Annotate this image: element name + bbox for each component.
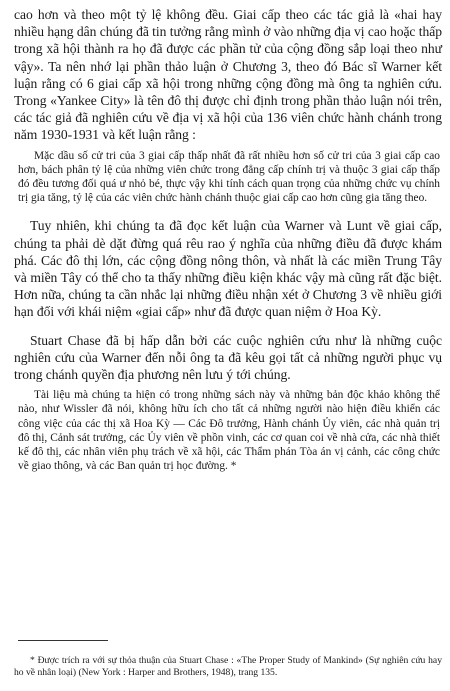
block-quote-1: Mặc dầu số cử tri của 3 giai cấp thấp nhất đã rất nhiều hơn số cử tri của 3 giai cấp cao hơn, bách phân tỷ lệ của những viên chức trong đẳng cấp chính trị và thuộc 3 giai cấp thấp đó đều tương đối quá ư nhỏ bé, thực vậy khi tính cách quan trọng của những chức vụ chính trị gia tăng, tỷ lệ của các viên chức hành chánh thuộc giai cấp cao hơn cũng gia tăng theo. (18, 149, 440, 205)
body-paragraph-3: Stuart Chase đã bị hấp dẫn bởi các cuộc nghiên cứu như là những cuộc nghiên cứu của Warner đến nỗi ông ta đã kêu gọi tất cả những người phục vụ trong chánh quyền địa phương nên lưu ý tới chúng. (14, 332, 442, 383)
footnote: * Được trích ra với sự thỏa thuận của Stuart Chase : «The Proper Study of Mankind» (Sự nghiên cứu hay ho về nhân loại) (New York : Harper and Brothers, 1948), trang 135. (14, 654, 442, 678)
document-page (14, 6, 442, 686)
footnote-divider (18, 640, 108, 641)
block-quote-2: Tài liệu mà chúng ta hiện có trong những sách này và những bản độc khảo không thể nào, như Wissler đã nói, không hữu ích cho tất cả những người nào hiện điều khiển các công việc của các thị xã Hoa Kỳ — Các Đô trưởng, Hành chánh Ủy viên, các nhà quản trị đô thị, Cảnh sát trưởng, các Ủy viên về phồn vinh, các cơ quan coi về nhà cửa, các nhà thiết kế đô thị, các nhân viên phụ trách về xã hội, các Thẩm phán Tòa án vị cảnh, các công chức về giao thông, và các Ban quản trị học đường. * (18, 389, 440, 473)
body-paragraph-1: cao hơn và theo một tỷ lệ không đều. Giai cấp theo các tác giả là «hai hay nhiều hạng dân chúng đã tin tưởng rằng mình ở vào những địa vị cao hoặc thấp trong xã hội thành ra họ đã được các phần tử của cộng đồng sắp loại theo như vậy». Ta nên nhớ lại phần thảo luận ở Chương 3, theo đó Bác sĩ Warner kết luận rằng có 6 giai cấp xã hội trong những cộng đồng mà ông ta nghiên cứu. Trong «Yankee City» là tên đô thị được chỉ định trong phần thảo luận nói trên, các tác giả đã nghiên cứu về địa vị xã hội của 136 viên chức hành chánh trong năm 1930-1931 và kết luận rằng : (14, 7, 442, 143)
body-paragraph-2: Tuy nhiên, khi chúng ta đã đọc kết luận của Warner và Lunt về giai cấp, chúng ta phải dè dặt đừng quá rêu rao ý nghĩa của những điều đã được khám phá. Các đô thị lớn, các cộng đồng nông thôn, và nhất là các miền Trung Tây và miền Tây có thể cho ta thấy những điều kiện khác vậy mà cũng rất đặc biệt. Hơn nữa, chúng ta cần nhắc lại những điều nhận xét ở Chương 3 về nhiều giới hạn đối với khái niệm «giai cấp» như đã được quan niệm ở Hoa Kỳ. (14, 218, 442, 320)
